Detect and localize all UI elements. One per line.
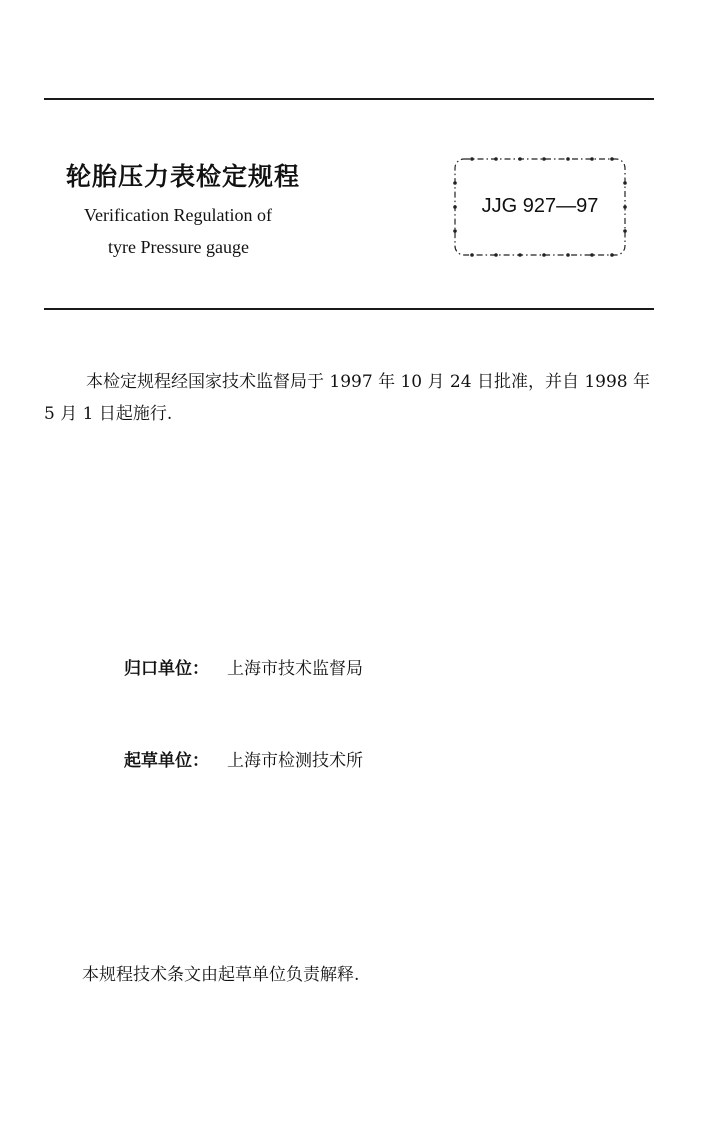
- regulation-title-english-line2: tyre Pressure gauge: [108, 237, 249, 257]
- interpretation-note: 本规程技术条文由起草单位负责解释.: [82, 965, 360, 985]
- drafting-unit-label: 起草单位：: [124, 751, 209, 771]
- responsible-unit-line: [124, 654, 363, 679]
- responsible-unit-value: 上海市技术监督局: [227, 659, 363, 679]
- drafting-unit-value: 上海市检测技术所: [227, 751, 363, 771]
- bottom-rule: [44, 308, 654, 310]
- regulation-title-english-line1: Verification Regulation of: [84, 205, 272, 225]
- regulation-title-chinese: 轮胎压力表检定规程: [66, 162, 301, 191]
- drafting-unit-line: [124, 746, 363, 771]
- regulation-code-box: [452, 155, 628, 259]
- responsible-unit-label: 归口单位：: [124, 659, 209, 679]
- top-rule: [44, 98, 654, 100]
- approval-statement: 本检定规程经国家技术监督局于 1997 年 10 月 24 日批准，并自 1998 年 5 月 1 日起施行.: [44, 372, 651, 424]
- regulation-code: JJG 927—97: [481, 195, 599, 217]
